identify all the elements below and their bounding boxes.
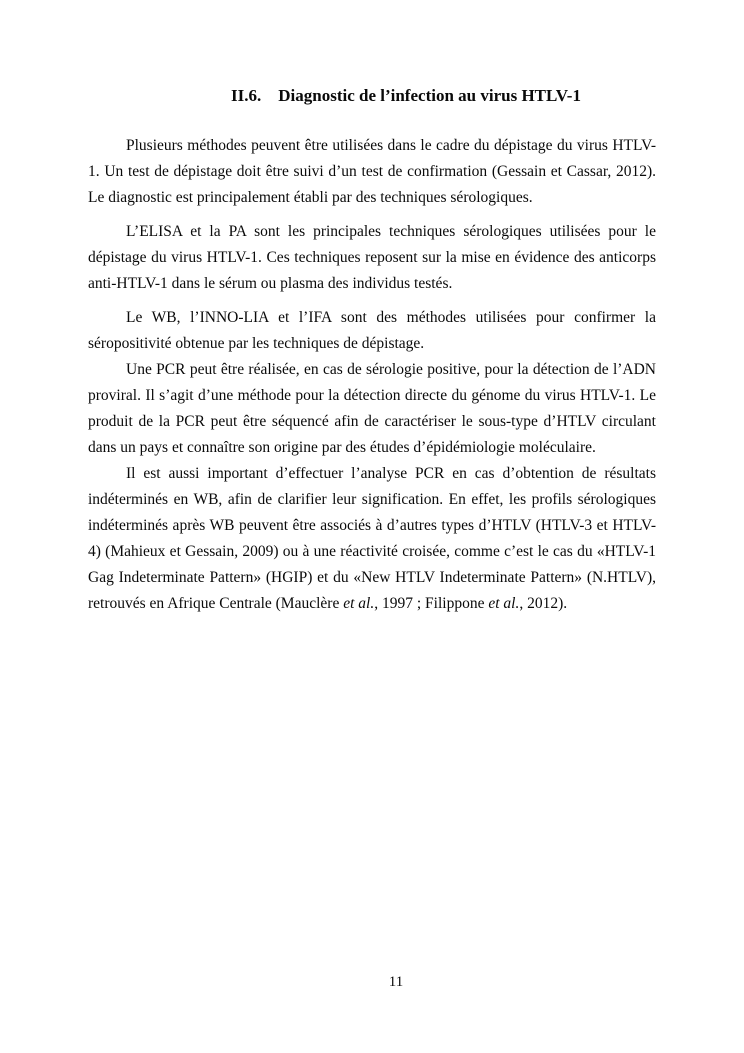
paragraph-italic-segment: et al. [488, 595, 520, 612]
paragraph-segment: Plusieurs méthodes peuvent être utilisées dans le cadre du dépistage du virus HTLV-1. Un test de dépistage doit être suivi d’un test de confirmation (Gessain et Cassar, 2012). Le diagnostic est principalement établi par des techniques sérologiques. [88, 137, 656, 206]
paragraph [88, 219, 656, 297]
paragraph-segment: Il est aussi important d’effectuer l’analyse PCR en cas d’obtention de résultats indéterminés en WB, afin de clarifier leur signification. En effet, les profils sérologiques indéterminés après WB peuvent être associés à d’autres types d’HTLV (HTLV-3 et HTLV-4) (Mahieux et Gessain, 2009) ou à une réactivité croisée, comme c’est le cas du «HTLV-1 Gag Indeterminate Pattern» (HGIP) et du «New HTLV Indeterminate Pattern» (N.HTLV), retrouvés en Afrique Centrale (Mauclère [88, 465, 656, 612]
paragraph-segment: , 1997 ; Filippone [374, 595, 489, 612]
paragraph [88, 133, 656, 211]
paragraph [88, 461, 656, 617]
section-number: II.6. [231, 86, 262, 105]
section-heading [122, 86, 690, 106]
paragraph-segment: , 2012). [519, 595, 568, 612]
paragraph-segment: Une PCR peut être réalisée, en cas de sérologie positive, pour la détection de l’ADN proviral. Il s’agit d’une méthode pour la détection directe du génome du virus HTLV-1. Le produit de la PCR peut être séquencé afin de caractériser le sous-type d’HTLV circulant dans un pays et connaître son origine par des études d’épidémiologie moléculaire. [88, 361, 656, 456]
paragraph-segment: Le WB, l’INNO-LIA et l’IFA sont des méthodes utilisées pour confirmer la séropositivité obtenue par les techniques de dépistage. [88, 309, 656, 352]
paragraph-segment: L’ELISA et la PA sont les principales techniques sérologiques utilisées pour le dépistage du virus HTLV-1. Ces techniques reposent sur la mise en évidence des anticorps anti-HTLV-1 dans le sérum ou plasma des individus testés. [88, 223, 656, 292]
paragraph-italic-segment: et al. [343, 595, 375, 612]
paragraph [88, 357, 656, 461]
page-footer [24, 974, 744, 991]
section-title: Diagnostic de l’infection au virus HTLV-1 [278, 86, 581, 105]
paragraph [88, 305, 656, 357]
page-number: 11 [388, 974, 404, 990]
document-body [88, 133, 656, 617]
